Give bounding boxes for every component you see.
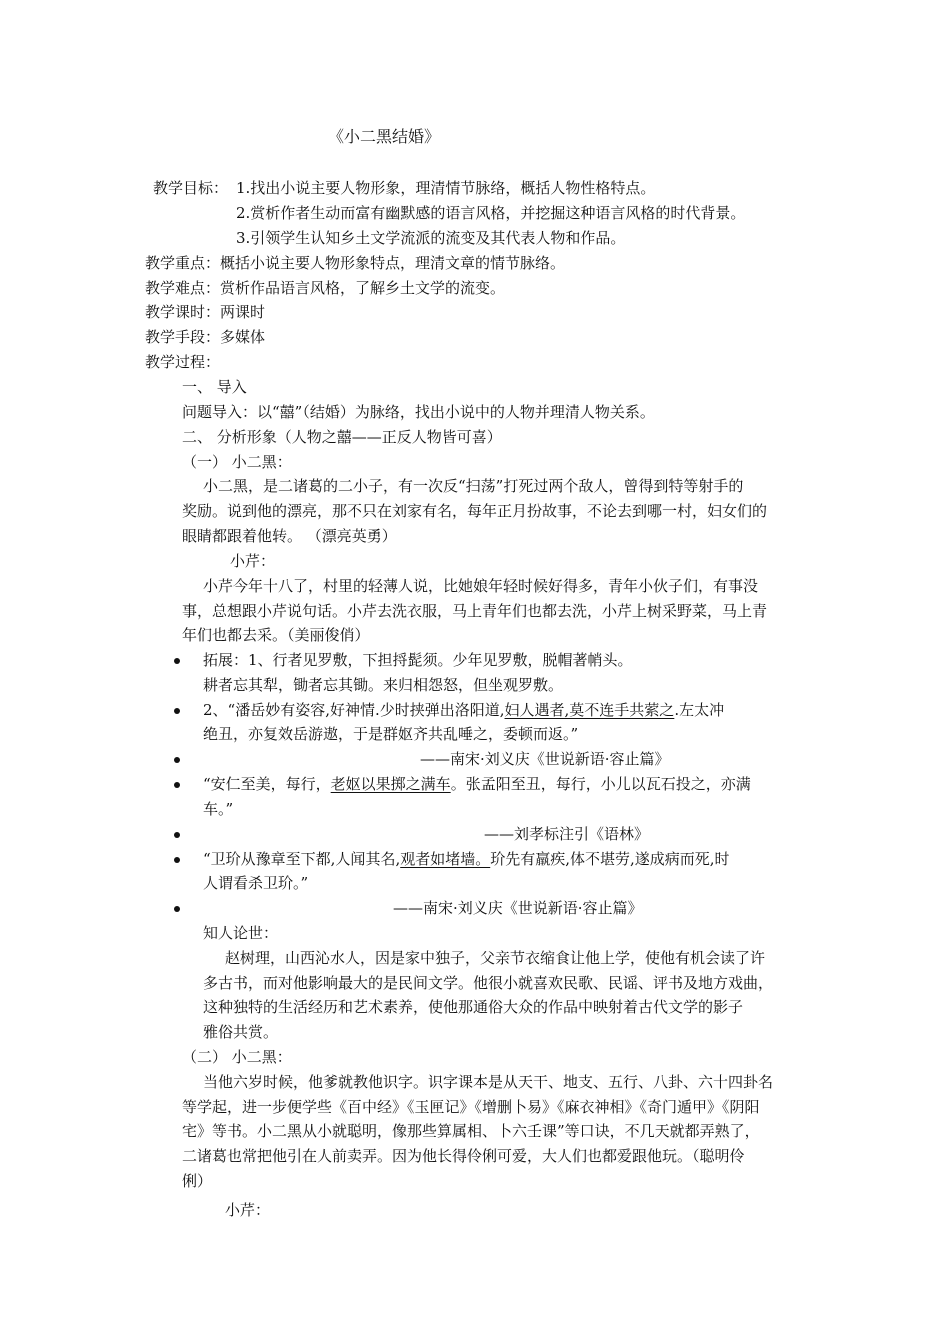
part-2-para-line-5: 俐） — [182, 1172, 213, 1190]
quote-2-line-1 — [203, 700, 724, 720]
quote-2-line-2: 绝丑，亦复效岳游遨，于是群妪齐共乱唾之，委顿而返。” — [203, 725, 579, 743]
bullet-4 — [174, 782, 180, 788]
objectives-label: 教学目标： — [153, 179, 229, 197]
author-para-line-1: 赵树理，山西沁水人，因是家中独子，父亲节衣缩食让他上学，使他有机会读了许 — [225, 949, 766, 967]
bullet-3 — [174, 757, 180, 763]
quote-2-text-b: .左太冲 — [674, 701, 725, 719]
quote-4-source: ——南宋·刘义庆《世说新语·容止篇》 — [393, 899, 643, 917]
objective-2: 2.赏析作者生动而富有幽默感的语言风格，并挖掘这种语言风格的时代背景。 — [236, 204, 746, 222]
quote-4-line-1 — [203, 849, 730, 869]
author-para-line-4: 雅俗共赏。 — [203, 1023, 279, 1041]
bullet-2 — [174, 708, 180, 714]
bullet-6 — [174, 857, 180, 863]
bullet-1 — [174, 658, 180, 664]
quote-3-underlined: 老妪以果掷之满车 — [330, 775, 451, 793]
xiaoqin-para-line-1: 小芹今年十八了，村里的轻薄人说，比她娘年轻时候好得多，青年小伙子们，有事没 — [203, 577, 759, 595]
quote-3-text-b: 。张孟阳至丑，每行，小儿以瓦石投之，亦满 — [450, 775, 751, 793]
quote-3-line-2: 车。” — [203, 800, 234, 818]
quote-2-source: ——南宋·刘义庆《世说新语·容止篇》 — [420, 750, 670, 768]
section-1-text: 问题导入：以“囍”（结婚）为脉络，找出小说中的人物并理清人物关系。 — [182, 403, 655, 421]
part-2-para-line-4: 二诸葛也常把他引在人前卖弄。因为他长得伶俐可爱，大人们也都爱跟他玩。（聪明伶 — [182, 1147, 745, 1165]
page-title: 《小二黑结婚》 — [328, 127, 441, 146]
part-1-heading: （一） 小二黑： — [182, 453, 292, 471]
quote-3-line-1 — [203, 774, 751, 794]
quote-2-text-a: 2、“潘岳妙有姿容,好神情.少时挟弹出洛阳道, — [203, 701, 505, 719]
quote-4-line-2: 人谓看杀卫玠。” — [203, 874, 309, 892]
author-para-line-2: 多古书，而对他影响最大的是民间文学。他很小就喜欢民歌、民谣、评书及地方戏曲， — [203, 974, 774, 992]
section-2-heading: 二、 分析形象（人物之囍——正反人物皆可喜） — [182, 428, 502, 446]
quote-3-text-a: “安仁至美，每行， — [203, 775, 331, 793]
process-label: 教学过程： — [145, 353, 221, 371]
objective-3: 3.引领学生认知乡土文学流派的流变及其代表人物和作品。 — [236, 229, 626, 247]
extension-line-2: 耕者忘其犁，锄者忘其锄。来归相怨怒，但坐观罗敷。 — [203, 676, 564, 694]
author-label: 知人论世： — [203, 924, 279, 942]
xiaoerhei-para-line-2: 奖励。说到他的漂亮，那不只在刘家有名，每年正月扮故事，不论去到哪一村，妇女们的 — [182, 502, 768, 520]
bullet-5 — [174, 832, 180, 838]
xiaoqin-para-line-3: 年们也都去采。（美丽俊俏） — [182, 626, 370, 644]
xiaoqin-para-line-2: 事，总想跟小芹说句话。小芹去洗衣服，马上青年们也都去洗，小芹上树采野菜，马上青 — [182, 602, 768, 620]
part-2-para-line-3: 宅》等书。小二黑从小就聪明，像那些算属相、卜六壬课”等口诀，不几天就都弄熟了， — [182, 1122, 760, 1140]
xiaoerhei-para-line-1: 小二黑，是二诸葛的二小子，有一次反“扫荡”打死过两个敌人，曾得到特等射手的 — [203, 477, 744, 495]
xiaoqin-label: 小芹： — [230, 552, 276, 570]
section-1-heading: 一、 导入 — [182, 378, 247, 396]
xiaoerhei-para-line-3: 眼睛都跟着他转。 （漂亮英勇） — [182, 527, 397, 545]
difficulty: 教学难点：赏析作品语言风格，了解乡土文学的流变。 — [145, 279, 506, 297]
quote-4-text-b: 玠先有羸疾,体不堪劳,遂成病而死,时 — [490, 850, 730, 868]
objective-1: 1.找出小说主要人物形象，理清情节脉络，概括人物性格特点。 — [236, 179, 656, 197]
class-hours: 教学课时：两课时 — [145, 303, 266, 321]
quote-3-source: ——刘孝标注引《语林》 — [484, 825, 650, 843]
part-2-para-line-2: 等学起，进一步便学些《百中经》《玉匣记》《增删卜易》《麻衣神相》《奇门遁甲》《阴阳 — [182, 1098, 760, 1116]
part-2-para-line-1: 当他六岁时候，他爹就教他识字。识字课本是从天干、地支、五行、八卦、六十四卦名 — [203, 1073, 774, 1091]
extension-line-1: 拓展：1、行者见罗敷，下担捋髭须。少年见罗敷，脱帽著帩头。 — [203, 651, 633, 669]
quote-4-underlined: 观者如堵墙。 — [400, 850, 491, 868]
teaching-tools: 教学手段：多媒体 — [145, 328, 266, 346]
key-point: 教学重点：概括小说主要人物形象特点，理清文章的情节脉络。 — [145, 254, 566, 272]
bullet-7 — [174, 906, 180, 912]
quote-2-underlined: 妇人遇者,莫不连手共萦之 — [504, 701, 675, 719]
part-2-heading: （二） 小二黑： — [182, 1048, 292, 1066]
part-2-xiaoqin-label: 小芹： — [225, 1201, 271, 1219]
quote-4-text-a: “卫玠从豫章至下都,人闻其名, — [203, 850, 401, 868]
author-para-line-3: 这种独特的生活经历和艺术素养，使他那通俗大众的作品中映射着古代文学的影子 — [203, 998, 744, 1016]
